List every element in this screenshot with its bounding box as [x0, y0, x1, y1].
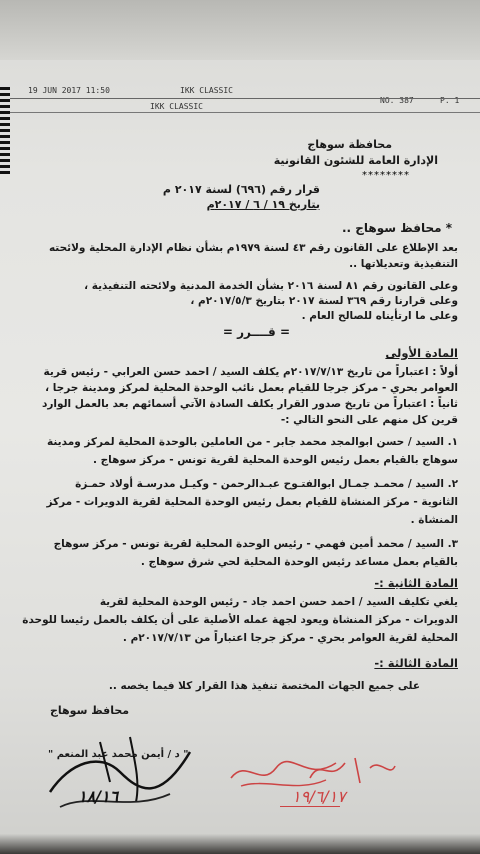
article-2-line: الدويرات - مركز المنشاة ويعود لجهة عمله الأصلية على أن يكلف بالعمل رئيسا للوحدة	[22, 614, 458, 626]
article-1-item: المنشاة .	[410, 514, 458, 526]
decided-heading: = قــــرر =	[222, 325, 290, 339]
article-1-item: ١. السيد / حسن ابوالمجد محمد جابر - من العاملين بالوحدة المحلية لمركز ومدينة	[47, 436, 458, 448]
red-underline	[280, 806, 340, 807]
fax-rule-2	[10, 112, 480, 113]
addressee: * محافظ سوهاج ..	[341, 221, 452, 235]
article-1-title: المادة الأولى	[385, 346, 458, 360]
decree-date: بتاريخ ١٩ / ٦ / ٢٠١٧م	[206, 198, 320, 211]
fax-page: P. 1	[440, 96, 460, 105]
article-1-item: سوهاج بالقيام بعمل رئيس الوحدة المحلية لقرية تونس - مركز سوهاج .	[92, 454, 458, 466]
governor-signature	[40, 722, 220, 822]
article-1-line: ثانياً : اعتباراً من تاريخ صدور القرار يكلف السادة الآتي أسمائهم بعد بالعمل الوارد	[41, 398, 458, 410]
preamble-line: وعلى ما ارتأيناه للصالح العام .	[301, 310, 458, 322]
article-2-line: المحلية لقرية العوامر بحري - مركز جرجا اعتباراً من ٢٠١٧/٧/١٣م .	[122, 632, 458, 644]
article-2-line: يلغي تكليف السيد / احمد حسن احمد جاد - رئيس الوحدة المحلية لقرية	[99, 596, 458, 608]
page-bottom-shadow	[0, 834, 480, 854]
article-1-line: أولاً : اعتباراً من تاريخ ٢٠١٧/٧/١٣م يكلف السيد / احمد حسن العرابي - رئيس قرية	[43, 366, 458, 378]
signatory-name: " د / أيمن محمد عبد المنعم "	[48, 749, 189, 760]
article-1-item: ٢. السيد / محمـد جمـال ابوالفتـوح عبـدالرحمن - وكيـل مدرسـة أولاد حمـزة	[75, 478, 458, 490]
article-1-line: العوامر بحري - مركز جرجا للقيام بعمل نائب الوحدة المحلية لمركز ومدينة جرجا ،	[45, 382, 458, 394]
page-edge-shadow	[0, 0, 480, 60]
fax-date-time: 19 JUN 2017 11:50	[28, 86, 110, 95]
preamble-line: التنفيذية وتعديلاتها ..	[349, 258, 458, 270]
article-2-title: المادة الثانية :-	[374, 576, 458, 590]
governorate-name: محافظة سوهاج	[307, 138, 392, 151]
decree-number: قرار رقم (٦٩٦) لسنة ٢٠١٧ م	[162, 183, 320, 196]
governor-handwritten-mark: ١٨/١٦	[78, 787, 119, 806]
article-1-item: بالقيام بعمل مساعد رئيس الوحدة المحلية لحي شرق سوهاج .	[140, 556, 458, 568]
article-3-line: على جميع الجهات المختصة تنفيذ هذا القرار كلا فيما يخصه ..	[108, 680, 420, 692]
red-handwritten-date: ١٩/٦/١٧	[292, 787, 346, 806]
preamble-line: وعلى القانون رقم ٨١ لسنة ٢٠١٦ بشأن الخدمة المدنية ولائحته التنفيذية ،	[84, 280, 458, 292]
letterhead-stars: ********	[362, 170, 410, 181]
signatory-title: محافظ سوهاج	[50, 704, 130, 717]
article-1-line: قرين كل منهم على النحو التالي :-	[280, 414, 458, 426]
fax-sender-repeat: IKK CLASSIC	[150, 102, 203, 111]
article-1-item: ٣. السيد / محمد أمين فهمي - رئيس الوحدة المحلية لقرية تونس - مركز سوهاج	[53, 538, 458, 550]
preamble-line: بعد الإطلاع على القانون رقم ٤٣ لسنة ١٩٧٩م بشأن نظام الإدارة المحلية ولائحته	[48, 242, 458, 254]
fax-number: NO. 387	[380, 96, 414, 105]
preamble-line: وعلى قرارنا رقم ٣٦٩ لسنة ٢٠١٧ بتاريخ ٢٠١٧/٥/٣م ،	[190, 295, 458, 307]
fax-rule	[10, 98, 480, 99]
article-3-title: المادة الثالثة :-	[374, 656, 458, 670]
fax-sender: IKK CLASSIC	[180, 86, 233, 95]
department-name: الإدارة العامة للشئون القانونية	[273, 154, 438, 167]
article-1-item: الثانوية - مركز المنشاة للقيام بعمل رئيس الوحدة المحلية لقرية الدويرات - مركز	[46, 496, 458, 508]
fax-edge-pattern	[0, 84, 10, 174]
fax-header	[10, 86, 480, 104]
